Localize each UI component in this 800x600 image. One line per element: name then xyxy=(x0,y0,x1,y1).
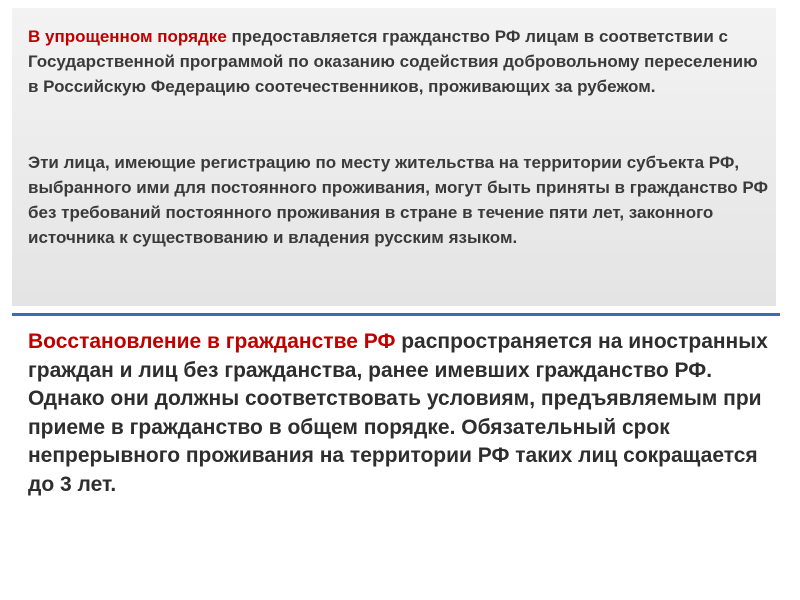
section-divider xyxy=(12,313,780,316)
restoration-section xyxy=(28,328,788,499)
simplified-procedure-panel xyxy=(12,8,776,306)
simplified-procedure-text: предоставляется гражданство РФ лицам в соответствии с Государственной программой по оказанию содействия добровольному переселению в Российскую Федерацию соотечественников, проживающих за рубежом. xyxy=(28,27,758,96)
simplified-procedure-highlight: В упрощенном порядке xyxy=(28,27,227,46)
registration-conditions-paragraph: Эти лица, имеющие регистрацию по месту жительства на территории субъекта РФ, выбранного ими для постоянного проживания, могут быть приняты в гражданство РФ без требований постоянного проживания в стране в течение пяти лет, законного источника к существованию и владения русским языком. xyxy=(28,153,768,247)
simplified-procedure-paragraph xyxy=(28,24,768,99)
restoration-highlight: Восстановление в гражданстве РФ xyxy=(28,330,396,353)
restoration-paragraph xyxy=(28,328,788,499)
restoration-text: распространяется на иностранных граждан и лиц без гражданства, ранее имевших гражданство РФ. Однако они должны соответствовать условиям, предъявляемым при приеме в гражданство в общем порядке. Обязательный срок непрерывного проживания на территории РФ таких лиц сокращается до 3 лет. xyxy=(28,330,768,496)
